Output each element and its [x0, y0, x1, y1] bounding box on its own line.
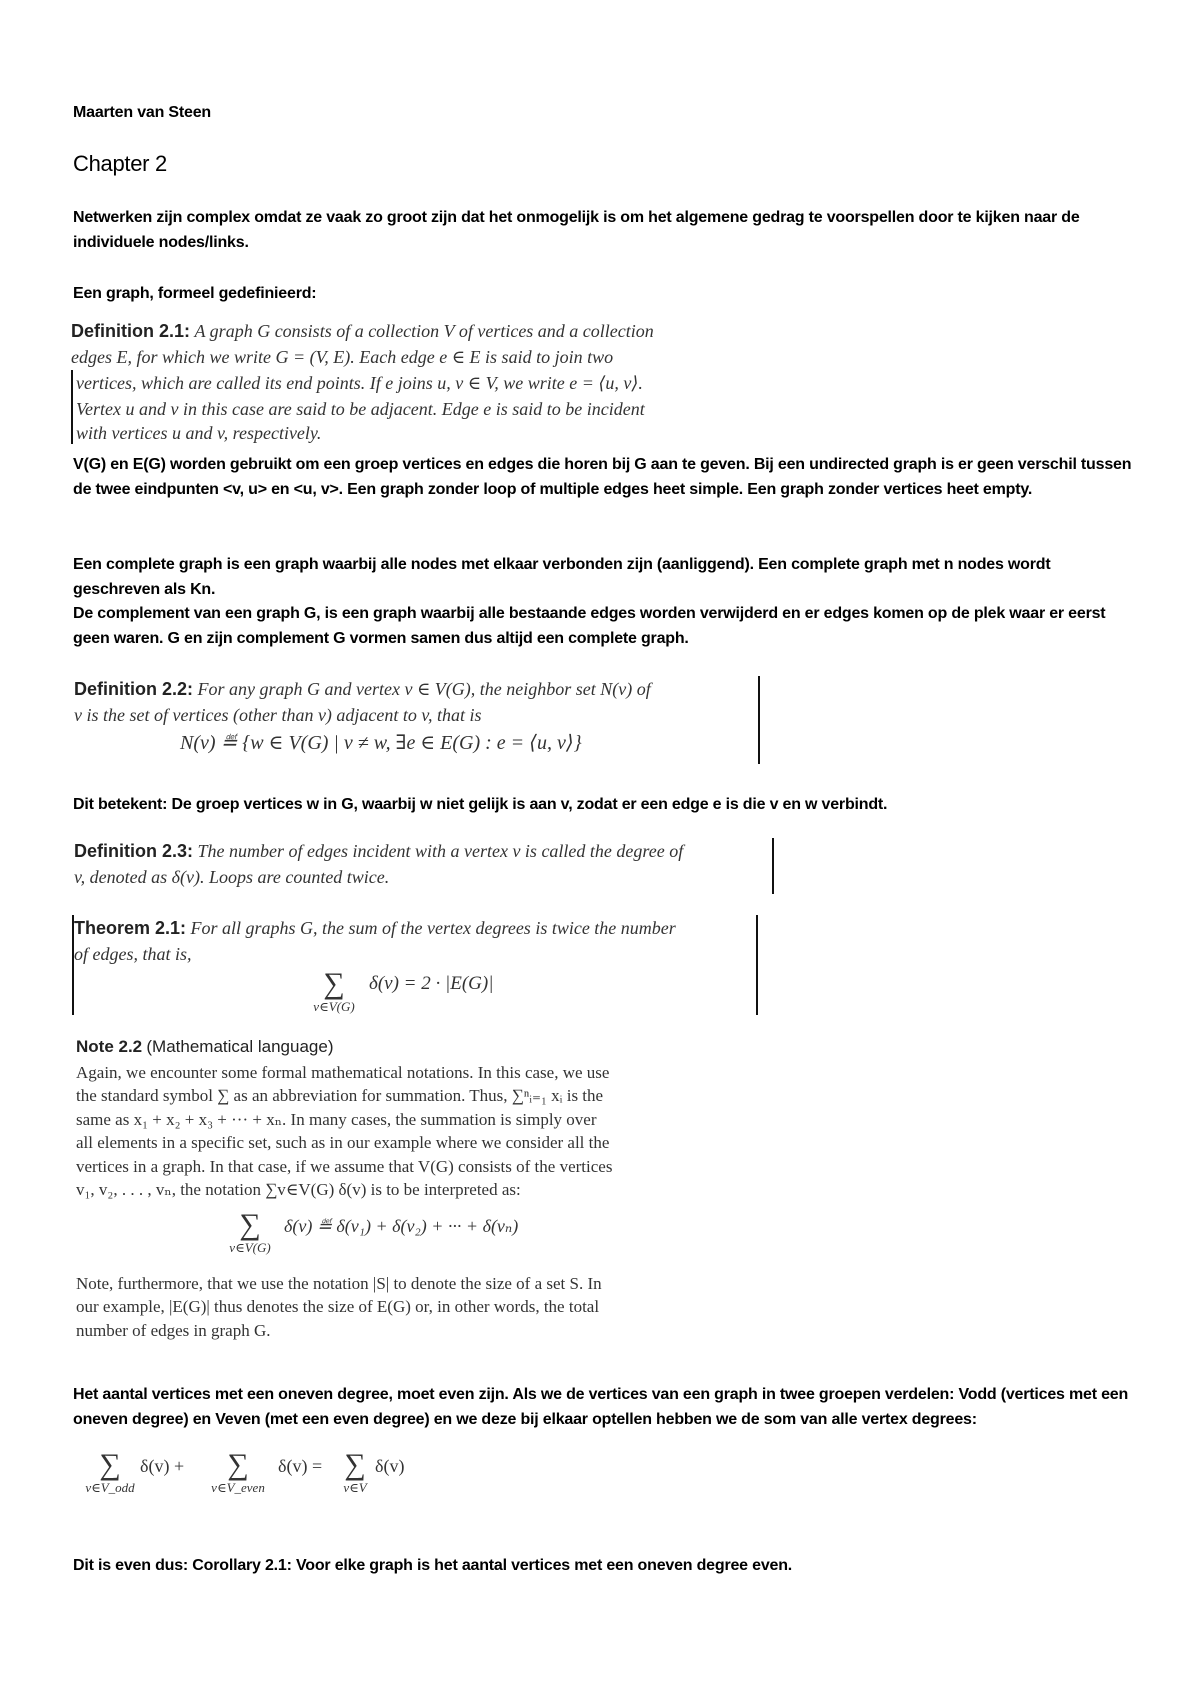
graph-intro: Een graph, formeel gedefinieerd: — [73, 285, 317, 302]
definition-2-2 — [74, 676, 760, 764]
definition-line: edges E, for which we write G = (V, E). Each edge e ∈ E is said to join two — [71, 347, 614, 367]
note-line: same as x₁ + x₂ + x₃ + ··· + xₙ. In many cases, the summation is simply over — [76, 1109, 597, 1129]
sum-subscript: v∈V_odd — [85, 1480, 135, 1495]
note-line: our example, |E(G)| thus denotes the size of E(G) or, in other words, the total — [76, 1297, 600, 1316]
theorem-2-1 — [72, 915, 758, 1015]
sum-symbol-block — [220, 1207, 280, 1256]
complete-graph-paragraph: Een complete graph is een graph waarbij alle nodes met elkaar verbonden zijn (aanliggend). Een complete graph met n nodes wordt geschreven als Kn. — [73, 556, 1051, 598]
note-line: number of edges in graph G. — [76, 1320, 271, 1340]
definition-line: For any graph G and vertex v ∈ V(G), the neighbor set N(v) of — [197, 679, 651, 699]
sum-term: δ(v) + — [140, 1456, 185, 1476]
sum-symbol-block — [198, 1450, 278, 1496]
definition-label: Definition 2.1: — [71, 321, 191, 341]
note-line: Again, we encounter some formal mathematical notations. In this case, we use — [76, 1062, 610, 1082]
vertex-degree-sum-formula — [80, 1450, 420, 1522]
definition-line: v, denoted as δ(v). Loops are counted twice. — [74, 867, 390, 887]
author-name: Maarten van Steen — [73, 104, 211, 121]
definition-line: vertices, which are called its end points. If e joins u, v ∈ V, we write e = ⟨u, v⟩. — [76, 373, 643, 393]
sum-symbol: ∑ — [99, 1448, 121, 1481]
definition-2-1 — [71, 318, 761, 444]
sum-subscript: v∈V_even — [211, 1480, 265, 1495]
sum-term: δ(v) — [375, 1456, 405, 1476]
definition-label: Definition 2.3: — [74, 841, 194, 861]
sum-term: δ(v) = — [278, 1456, 323, 1476]
sum-symbol: ∑ — [227, 1448, 249, 1481]
note-subtitle: (Mathematical language) — [146, 1037, 334, 1056]
definition-line: A graph G consists of a collection V of vertices and a collection — [194, 321, 654, 341]
theorem-line: For all graphs G, the sum of the vertex degrees is twice the number — [190, 918, 676, 938]
note-2-2 — [76, 1035, 756, 1342]
note-label: Note 2.2 — [76, 1037, 143, 1056]
neighbor-set-formula: N(v) ≝ {w ∈ V(G) | v ≠ w, ∃e ∈ E(G) : e = ⟨u, v⟩} — [180, 732, 582, 754]
sum-subscript: v∈V(G) — [229, 1239, 271, 1255]
intro-paragraph: Netwerken zijn complex omdat ze vaak zo groot zijn dat het onmogelijk is om het algemene gedrag te voorspellen door te kijken naar de individuele nodes/links. — [73, 209, 1080, 251]
definition-2-3 — [74, 838, 774, 894]
note-line: the standard symbol ∑ as an abbreviation for summation. Thus, ∑ⁿᵢ₌₁ xᵢ is the — [76, 1086, 604, 1105]
theorem-label: Theorem 2.1: — [74, 918, 187, 938]
sum-symbol: ∑ — [323, 967, 345, 1000]
sum-subscript: v∈V — [343, 1480, 367, 1495]
definition-line: The number of edges incident with a vertex v is called the degree of — [197, 841, 684, 861]
corollary-paragraph: Dit is even dus: Corollary 2.1: Voor elke graph is het aantal vertices met een oneven degree even. — [73, 1557, 793, 1574]
meaning-paragraph: Dit betekent: De groep vertices w in G, waarbij w niet gelijk is aan v, zodat er een edge e is die v en w verbindt. — [73, 796, 888, 813]
definition-line: v is the set of vertices (other than v) adjacent to v, that is — [74, 705, 482, 725]
odd-degree-paragraph: Het aantal vertices met een oneven degree, moet even zijn. Als we de vertices van een graph in twee groepen verdelen: Vodd (vertices met een oneven degree) en Veven (met een even degree) en we deze bij elkaar optellen hebben we de som van alle vertex degrees: — [73, 1386, 1129, 1428]
note-line: Note, furthermore, that we use the notation |S| to denote the size of a set S. In — [76, 1273, 602, 1293]
sum-symbol: ∑ — [344, 1448, 366, 1481]
definition-line: Vertex u and v in this case are said to be adjacent. Edge e is said to be incident — [76, 399, 645, 419]
note-line: vertices in a graph. In that case, if we assume that V(G) consists of the vertices — [76, 1156, 613, 1176]
chapter-title: Chapter 2 — [73, 151, 167, 176]
degree-expansion-formula: δ(v) ≝ δ(v₁) + δ(v₂) + ··· + δ(vₙ) — [284, 1215, 519, 1236]
sum-symbol: ∑ — [239, 1207, 261, 1241]
degree-sum-formula: δ(v) = 2 · |E(G)| — [369, 973, 494, 994]
sum-symbol-block — [309, 969, 359, 1015]
vg-paragraph: V(G) en E(G) worden gebruikt om een groep vertices en edges die horen bij G aan te geven. Bij een undirected graph is er geen verschil tussen de twee eindpunten <v, u> en <u, v>. Een graph zonder loop of multiple edges heet simple. Een graph zonder vertices heet empty. — [73, 456, 1132, 498]
theorem-line: of edges, that is, — [74, 944, 192, 964]
definition-label: Definition 2.2: — [74, 679, 194, 699]
sum-symbol-block — [335, 1450, 375, 1496]
note-formula-row — [76, 1202, 756, 1272]
note-line: v₁, v₂, . . . , vₙ, the notation ∑v∈V(G) δ(v) is to be interpreted as: — [76, 1180, 521, 1199]
definition-scan-body — [71, 370, 761, 444]
sum-subscript: v∈V(G) — [313, 999, 355, 1014]
complement-paragraph: De complement van een graph G, is een graph waarbij alle bestaande edges worden verwijderd en er edges komen op de plek waar er eerst geen waren. G en zijn complement G vormen samen dus altijd een complete graph. — [73, 605, 1106, 647]
sum-symbol-block — [80, 1450, 140, 1496]
note-line: all elements in a specific set, such as in our example where we consider all the — [76, 1133, 610, 1152]
definition-line: with vertices u and v, respectively. — [76, 423, 322, 443]
